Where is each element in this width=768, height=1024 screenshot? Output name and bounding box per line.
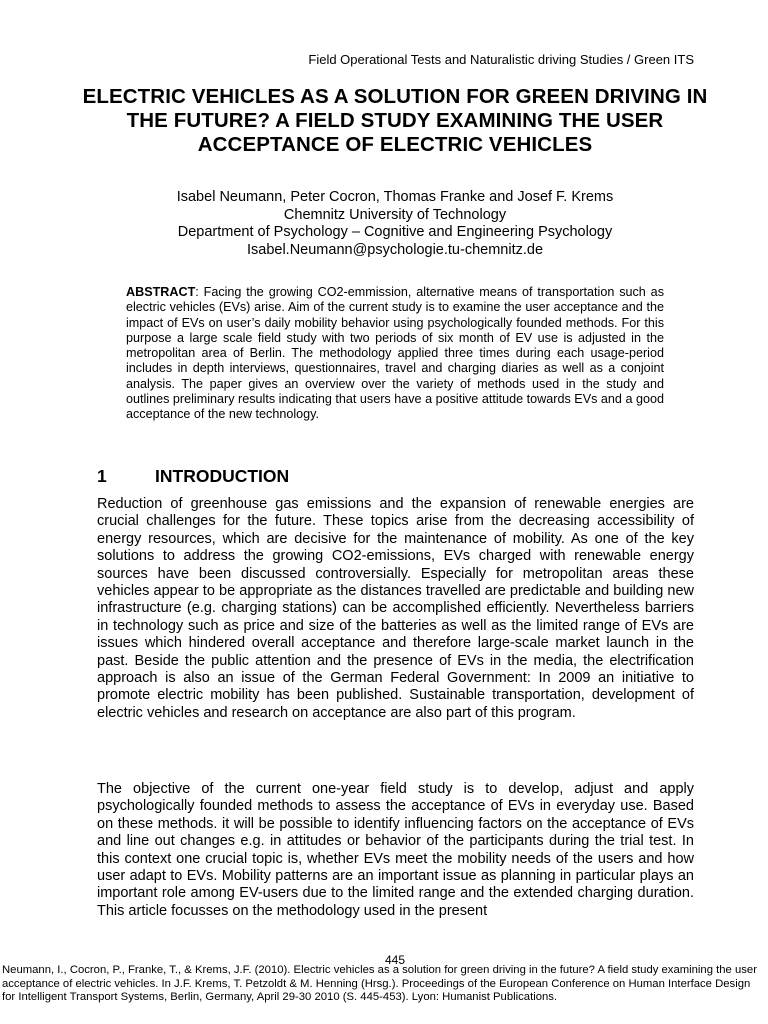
section-title: INTRODUCTION [155, 466, 290, 486]
abstract-text: : Facing the growing CO2-emmission, alternative means of transportation such as electric vehicles (EVs) arise. Aim of the current study is to examine the user acceptance and the impact of EVs on user’s daily mobility behavior using psychologically founded methods. For this purpose a large scale field study with two periods of six month of EV use is adjusted in the metropolitan area of Berlin. The methodology applied three times during each usage-period includes in depth interviews, questionnaires, travel and charging diaries as well as a conjoint analysis. The paper gives an overview over the variety of methods used in the study and outlines preliminary results indicating that users have a positive attitude towards EVs and a good acceptance of the new technology. [126, 285, 664, 422]
abstract-label: ABSTRACT [126, 285, 196, 299]
abstract [126, 285, 664, 423]
body-paragraph-1: Reduction of greenhouse gas emissions and the expansion of renewable energies are crucial challenges for the future. These topics arise from the decreasing accessibility of energy resources, which are decisive for the maintenance of mobility. As one of the key solutions to address the growing CO2-emissions, EVs charged with renewable energy sources have been discussed controversially. Especially for metropolitan areas these vehicles appear to be appropriate as the distances travelled are predictable and building new infrastructure (e.g. charging stations) can be accomplished efficiently. Nevertheless barriers in technology such as price and size of the batteries as well as the limited range of EVs are issues which hindered overall acceptance and therefore large-scale market launch in the past. Beside the public attention and the presence of EVs in the media, the electrification approach is also an issue of the German Federal Government: In 2009 an initiative to promote electric mobility has been published. Sustainable transportation, development of electric vehicles and research on acceptance are also part of this program. [97, 496, 694, 721]
author-affiliation: Chemnitz University of Technology [283, 206, 507, 223]
paper-title: ELECTRIC VEHICLES AS A SOLUTION FOR GREEN DRIVING IN THE FUTURE? A FIELD STUDY EXAMINING THE USER ACCEPTANCE OF ELECTRIC VEHICLES [82, 85, 708, 156]
author-names: Isabel Neumann, Peter Cocron, Thomas Franke and Josef F. Krems [176, 189, 614, 205]
section-heading [97, 465, 289, 487]
page-number: 445 [384, 953, 406, 967]
author-email: Isabel.Neumann@psychologie.tu-chemnitz.de [246, 241, 544, 258]
author-block [80, 189, 710, 259]
body-paragraph-2: The objective of the current one-year field study is to develop, adjust and apply psychologically founded methods to assess the acceptance of EVs in everyday use. Based on these methods. it will be possible to identify influencing factors on the acceptance of EVs and line out changes e.g. in attitudes or behavior of the participants during the trial test. In this context one crucial topic is, whether EVs meet the mobility needs of the users and how user adapt to EVs. Mobility patterns are an important issue as planning in particular plays an important role among EV-users due to the limited range and the extended charging duration. This article focusses on the methodology used in the present [97, 781, 694, 919]
citation-footer: Neumann, I., Cocron, P., Franke, T., & Krems, J.F. (2010). Electric vehicles as a solution for green driving in the future? A field study examining the user acceptance of electric vehicles. In J.F. Krems, T. Petzoldt & M. Henning (Hrsg.). Proceedings of the European Conference on Human Interface Design for Intelligent Transport Systems, Berlin, Germany, April 29-30 2010 (S. 445-453). Lyon: Humanist Publications. [2, 964, 757, 1004]
section-number: 1 [97, 466, 107, 486]
author-department: Department of Psychology – Cognitive and Engineering Psychology [177, 224, 613, 240]
running-head: Field Operational Tests and Naturalistic driving Studies / Green ITS [308, 52, 694, 67]
